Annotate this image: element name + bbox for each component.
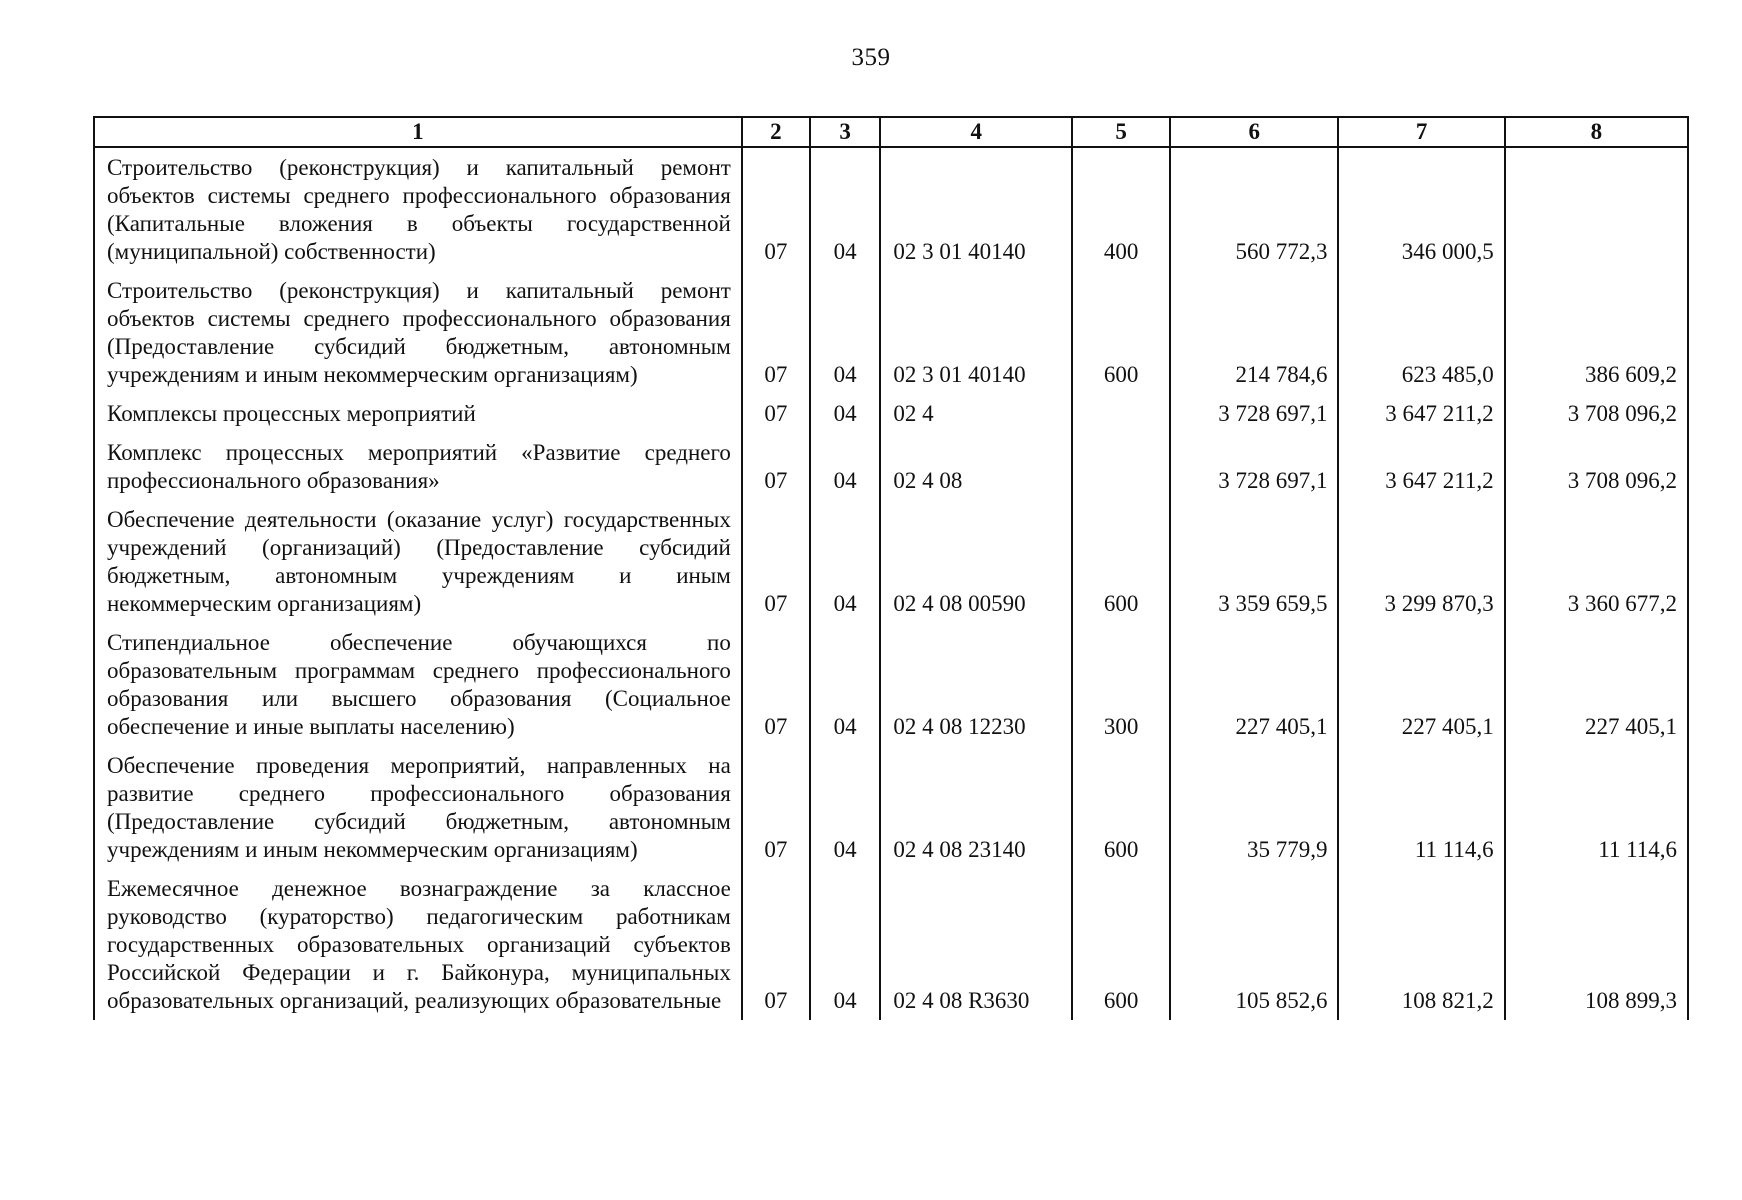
row-description: Стипендиальное обеспечение обучающихся по образовательным программам среднего профессионального образования или высшего образования (Социальное обеспечение и иные выплаты населению) [94, 623, 742, 746]
table-row [94, 147, 1688, 271]
subsection-code: 04 [810, 433, 880, 500]
header-col-5: 5 [1072, 117, 1170, 147]
section-code: 07 [742, 869, 810, 1020]
amount-col-6: 105 852,6 [1170, 869, 1338, 1020]
expense-type-code: 600 [1072, 271, 1170, 394]
amount-col-8: 3 708 096,2 [1505, 433, 1688, 500]
amount-col-7: 227 405,1 [1338, 623, 1504, 746]
table-body [94, 147, 1688, 1020]
target-article-code: 02 4 08 [880, 433, 1072, 500]
amount-col-7: 108 821,2 [1338, 869, 1504, 1020]
section-code: 07 [742, 746, 810, 869]
header-col-2: 2 [742, 117, 810, 147]
table-row [94, 746, 1688, 869]
subsection-code: 04 [810, 869, 880, 1020]
target-article-code: 02 4 08 R3630 [880, 869, 1072, 1020]
section-code: 07 [742, 147, 810, 271]
amount-col-7: 3 647 211,2 [1338, 433, 1504, 500]
row-description: Комплекс процессных мероприятий «Развитие среднего профессионального образования» [94, 433, 742, 500]
header-col-6: 6 [1170, 117, 1338, 147]
row-description: Ежемесячное денежное вознаграждение за классное руководство (кураторство) педагогическим работникам государственных образовательных организаций субъектов Российской Федерации и г. Байконура, муниципальных образовательных организаций, реализующих образовательные [94, 869, 742, 1020]
header-col-7: 7 [1338, 117, 1504, 147]
amount-col-6: 35 779,9 [1170, 746, 1338, 869]
amount-col-8: 386 609,2 [1505, 271, 1688, 394]
expense-type-code [1072, 433, 1170, 500]
amount-col-6: 3 359 659,5 [1170, 500, 1338, 623]
row-description: Строительство (реконструкция) и капитальный ремонт объектов системы среднего профессионального образования (Капитальные вложения в объекты государственной (муниципальной) собственности) [94, 147, 742, 271]
target-article-code: 02 4 08 12230 [880, 623, 1072, 746]
amount-col-7: 346 000,5 [1338, 147, 1504, 271]
table-row [94, 623, 1688, 746]
table-row [94, 394, 1688, 433]
subsection-code: 04 [810, 147, 880, 271]
target-article-code: 02 4 08 23140 [880, 746, 1072, 869]
subsection-code: 04 [810, 271, 880, 394]
amount-col-6: 3 728 697,1 [1170, 394, 1338, 433]
amount-col-7: 3 647 211,2 [1338, 394, 1504, 433]
amount-col-6: 3 728 697,1 [1170, 433, 1338, 500]
table-header [94, 117, 1688, 147]
section-code: 07 [742, 394, 810, 433]
row-description: Обеспечение проведения мероприятий, направленных на развитие среднего профессионального образования (Предоставление субсидий бюджетным, автономным учреждениям и иным некоммерческим организациям) [94, 746, 742, 869]
target-article-code: 02 3 01 40140 [880, 271, 1072, 394]
row-description: Строительство (реконструкция) и капитальный ремонт объектов системы среднего профессионального образования (Предоставление субсидий бюджетным, автономным учреждениям и иным некоммерческим организациям) [94, 271, 742, 394]
expense-type-code: 600 [1072, 500, 1170, 623]
expense-type-code [1072, 394, 1170, 433]
table-row [94, 500, 1688, 623]
section-code: 07 [742, 433, 810, 500]
amount-col-8: 11 114,6 [1505, 746, 1688, 869]
target-article-code: 02 3 01 40140 [880, 147, 1072, 271]
table-row [94, 271, 1688, 394]
amount-col-8: 3 708 096,2 [1505, 394, 1688, 433]
amount-col-7: 11 114,6 [1338, 746, 1504, 869]
table-row [94, 433, 1688, 500]
subsection-code: 04 [810, 623, 880, 746]
expense-type-code: 400 [1072, 147, 1170, 271]
row-description: Обеспечение деятельности (оказание услуг) государственных учреждений (организаций) (Предоставление субсидий бюджетным, автономным учреждениям и иным некоммерческим организациям) [94, 500, 742, 623]
subsection-code: 04 [810, 394, 880, 433]
budget-table [93, 116, 1689, 1020]
amount-col-8: 227 405,1 [1505, 623, 1688, 746]
header-col-8: 8 [1505, 117, 1688, 147]
page-number: 359 [851, 44, 891, 71]
section-code: 07 [742, 500, 810, 623]
target-article-code: 02 4 08 00590 [880, 500, 1072, 623]
expense-type-code: 600 [1072, 869, 1170, 1020]
header-col-3: 3 [810, 117, 880, 147]
header-col-1: 1 [94, 117, 742, 147]
row-description: Комплексы процессных мероприятий [94, 394, 742, 433]
amount-col-8 [1505, 147, 1688, 271]
subsection-code: 04 [810, 746, 880, 869]
target-article-code: 02 4 [880, 394, 1072, 433]
section-code: 07 [742, 623, 810, 746]
amount-col-8: 108 899,3 [1505, 869, 1688, 1020]
section-code: 07 [742, 271, 810, 394]
amount-col-6: 214 784,6 [1170, 271, 1338, 394]
amount-col-7: 623 485,0 [1338, 271, 1504, 394]
amount-col-6: 560 772,3 [1170, 147, 1338, 271]
amount-col-6: 227 405,1 [1170, 623, 1338, 746]
header-col-4: 4 [880, 117, 1072, 147]
expense-type-code: 300 [1072, 623, 1170, 746]
expense-type-code: 600 [1072, 746, 1170, 869]
table-row [94, 869, 1688, 1020]
amount-col-7: 3 299 870,3 [1338, 500, 1504, 623]
subsection-code: 04 [810, 500, 880, 623]
amount-col-8: 3 360 677,2 [1505, 500, 1688, 623]
